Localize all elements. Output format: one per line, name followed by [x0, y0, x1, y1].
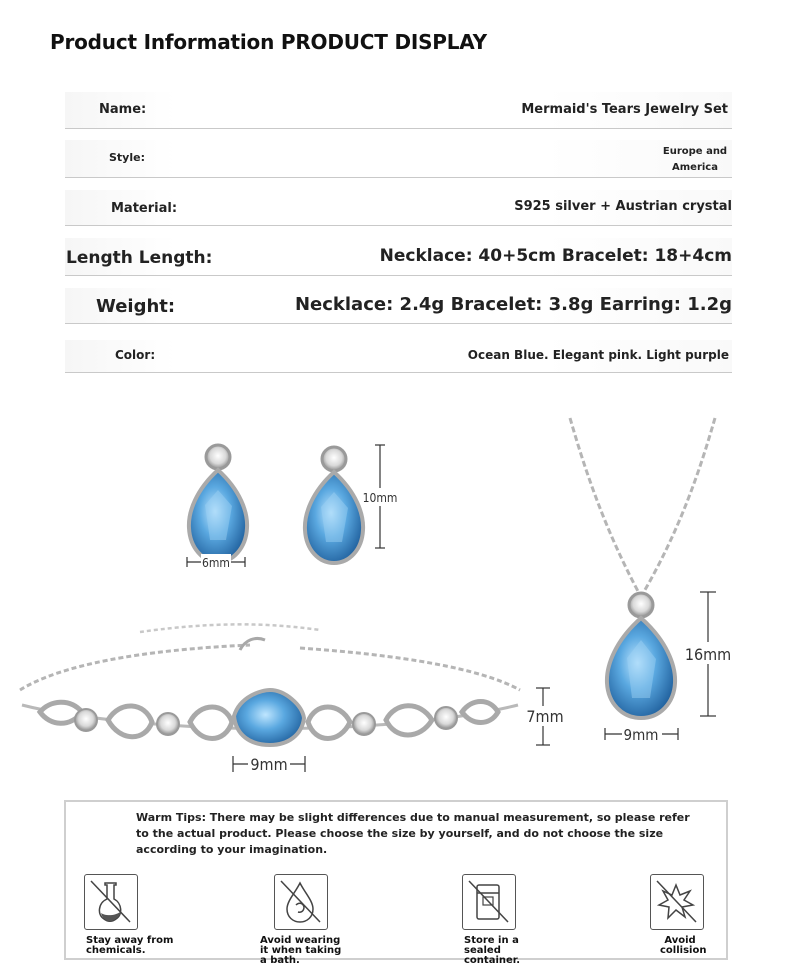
spec-row-color	[65, 340, 732, 373]
no-bath-caption: Avoid wearing it when taking a bath.	[260, 935, 342, 966]
spec-row-weight	[65, 288, 732, 324]
sealed-container-caption: Store in a sealed container.	[464, 935, 521, 966]
no-bath-icon	[274, 874, 330, 932]
avoid-collision-caption: Avoid collision	[660, 935, 707, 956]
spec-label: Weight:	[96, 296, 176, 317]
bracelet-height-label: 7mm	[526, 707, 564, 726]
avoid-collision-icon	[650, 874, 706, 932]
bracelet-width-label: 9mm	[250, 755, 288, 774]
page-title: Product Information PRODUCT DISPLAY	[50, 30, 487, 54]
pendant-width-label: 9mm	[623, 726, 659, 744]
spec-row-length	[65, 238, 732, 276]
spec-label: Name:	[99, 102, 147, 117]
spec-value: Necklace: 2.4g Bracelet: 3.8g Earring: 1.2g	[294, 294, 732, 315]
spec-row-name	[65, 92, 732, 129]
spec-value: Europe and America	[662, 146, 728, 173]
spec-label: Color:	[115, 348, 156, 362]
spec-value: S925 silver + Austrian crystal	[514, 199, 732, 214]
product-image	[0, 395, 800, 795]
spec-label: Style:	[109, 151, 145, 164]
earring-right	[305, 447, 363, 563]
spec-label: Length Length:	[66, 248, 213, 268]
warm-tips-text: Warm Tips: There may be slight differences due to manual measurement, so please refer to the actual product. Please choose the size by yourself, and do not choose the size according to your imagination.	[136, 811, 690, 856]
earring-left	[189, 445, 247, 562]
sealed-container-icon	[462, 874, 518, 932]
no-chemicals-caption: Stay away from chemicals.	[86, 935, 174, 956]
warm-tips-box	[64, 800, 728, 966]
pendant-height-label: 16mm	[684, 645, 732, 664]
spec-label: Material:	[111, 201, 178, 216]
spec-row-material	[65, 190, 732, 226]
spec-value: Necklace: 40+5cm Bracelet: 18+4cm	[379, 246, 732, 266]
bracelet	[20, 624, 520, 745]
spec-value: Mermaid's Tears Jewelry Set	[521, 102, 728, 117]
earring-width-label: 6mm	[202, 556, 230, 570]
no-chemicals-icon	[84, 874, 140, 932]
spec-row-style	[65, 140, 732, 178]
spec-value: Ocean Blue. Elegant pink. Light purple	[467, 348, 729, 362]
earring-height-label: 10mm	[362, 491, 398, 505]
necklace	[570, 418, 715, 718]
